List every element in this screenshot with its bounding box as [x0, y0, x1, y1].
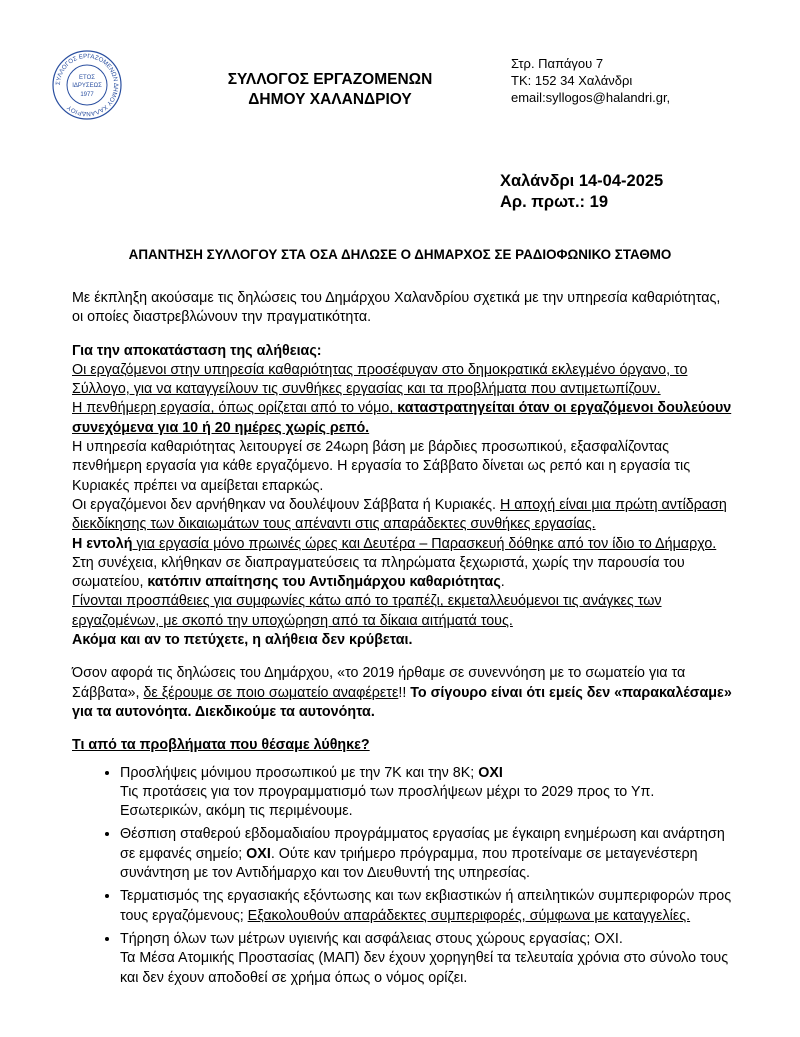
truth-paragraph-4 [72, 496, 732, 535]
list-item: • Θέσπιση σταθερού εβδομαδιαίου προγράμματος εργασίας με έγκαιρη ενημέρωση και ανάρτηση σε εμφανές σημείο; ΟΧΙ. Ούτε καν τριήμερο πρόγραμμα, που προτείναμε σε μεταγενέστερη συνάντηση με τον Αντιδήμαρχο και τον Διευθυντή της υπηρεσίας. [120, 825, 732, 883]
truth-paragraph-2 [72, 399, 732, 438]
seal-line2: ΙΔΡΥΣΕΩΣ [72, 83, 102, 89]
truth-heading: Για την αποκατάσταση της αλήθειας: [72, 342, 322, 359]
truth-paragraph-7: Ακόμα και αν το πετύχετε, η αλήθεια δεν κρύβεται. [72, 632, 413, 649]
document-title: ΑΠΑΝΤΗΣΗ ΣΥΛΛΟΓΟΥ ΣΤΑ ΟΣΑ ΔΗΛΩΣΕ Ο ΔΗΜΑΡΧΟΣ ΣΕ ΡΑΔΙΟΦΩΝΙΚΟ ΣΤΑΘΜΟ [128, 247, 672, 262]
mayor-bold: Το σίγουρο είναι ότι εμείς δεν «παρακαλέσαμε» για τα αυτονόητα. Διεκδικούμε τα αυτονόητα. [72, 684, 732, 720]
mayor-exclaim: !! [398, 684, 411, 701]
address-postcode: ΤΚ: 152 34 Χαλάνδρι [511, 73, 633, 88]
place-date: Χαλάνδρι 14-04-2025 [500, 172, 664, 190]
p5-underlined: για εργασία μόνο πρωινές ώρες και Δευτέρα – Παρασκευή δόθηκε από τον ίδιο το Δήμαρχο. [132, 535, 717, 552]
p2-emphasis: καταστρατηγείται όταν οι εργαζόμενοι δουλεύουν συνεχόμενα για 10 ή 20 ημέρες χωρίς ρεπό. [72, 400, 732, 436]
list-item: • Τερματισμός της εργασιακής εξόντωσης και των εκβιαστικών ή απειλητικών συμπεριφορών προς τους εργαζόμενους; Εξακολουθούν απαράδεκτες συμπεριφορές, σύμφωνα με καταγγελίες. [120, 887, 732, 926]
truth-paragraph-1: Οι εργαζόμενοι στην υπηρεσία καθαριότητας προσέφυγαν στο δημοκρατικά εκλεγμένο όργανο, το Σύλλογο, για να καταγγείλουν τις συνθήκες εργασίας και τα προβλήματα που αντιμετωπίζουν. [72, 361, 688, 398]
organization-name [200, 70, 460, 110]
address-email: email:syllogos@halandri.gr, [511, 90, 671, 105]
p4-text: Οι εργαζόμενοι δεν αρνήθηκαν να δουλέψουν Σάββατα ή Κυριακές. [72, 496, 500, 513]
p5-text: Στη συνέχεια, κλήθηκαν σε διαπραγματεύσεις τα πληρώματα ξεχωριστά, χωρίς την παρουσία του σωματείου, [72, 554, 685, 591]
issues-list [72, 764, 732, 988]
seal-ring-text: ΣΥΛΛΟΓΟΣ ΕΡΓΑΖΟΜΕΝΩΝ ΔΗΜΟΥ ΧΑΛΑΝΔΡΙΟΥ [54, 52, 120, 118]
mayor-underlined: δε ξέρουμε σε ποιο σωματείο αναφέρετε [143, 684, 399, 701]
list-item: • Τήρηση όλων των μέτρων υγιεινής και ασφάλειας στους χώρους εργασίας; ΟΧΙ. Τα Μέσα Ατομικής Προστασίας (ΜΑΠ) δεν έχουν χορηγηθεί τα τελευταία χρόνια στο σύνολο τους και δεν έχουν αποδοθεί σε χρήμα όπως ο νόμος ορίζει. [120, 930, 732, 988]
document-body [72, 289, 732, 992]
list-item: • Προσλήψεις μόνιμου προσωπικού με την 7Κ και την 8Κ; ΟΧΙ Τις προτάσεις για τον προγραμματισμό των προσλήψεων μέχρι το 2029 προς το Υπ. Εσωτερικών, ακόμη τις περιμένουμε. [120, 764, 732, 822]
org-line1: ΣΥΛΛΟΓΟΣ ΕΡΓΑΖΟΜΕΝΩΝ [227, 71, 433, 88]
issues-heading: Τι από τα προβλήματα που θέσαμε λύθηκε? [72, 737, 370, 754]
address-block [511, 55, 670, 106]
truth-paragraph-3: Η υπηρεσία καθαριότητας λειτουργεί σε 24ωρη βάση με βάρδιες προσωπικού, εξασφαλίζοντας πενθήμερη εργασία για κάθε εργαζόμενο. Η εργασία το Σάββατο δίνεται ως ρεπό και η εργασία τις Κυριακές πρέπει να αμείβεται επαρκώς. [72, 439, 691, 494]
truth-paragraph-6: Γίνονται προσπάθειες για συμφωνίες κάτω από το τραπέζι, εκμεταλλευόμενοι τις ανάγκες των εργαζομένων, με σκοπό την υποχώρηση από τα δίκαια αιτήματά τους. [72, 593, 662, 629]
mayor-quote: Όσον αφορά τις δηλώσεις του Δημάρχου, «το 2019 ήρθαμε σε συνεννόηση με το σωματείο για τα Σάββατα», [72, 665, 686, 701]
p5-bold: Η εντολή [72, 535, 133, 552]
protocol-number: Αρ. πρωτ.: 19 [500, 193, 608, 211]
org-line2: ΔΗΜΟΥ ΧΑΛΑΝΔΡΙΟΥ [248, 91, 412, 108]
union-seal-logo [51, 49, 123, 121]
seal-line3: 1977 [80, 92, 94, 98]
address-street: Στρ. Παπάγου 7 [511, 56, 604, 71]
truth-paragraph-5 [72, 535, 732, 593]
date-block [500, 171, 663, 213]
mayor-paragraph [72, 664, 732, 722]
seal-line1: ΕΤΟΣ [79, 75, 95, 81]
intro-paragraph: Με έκπληξη ακούσαμε τις δηλώσεις του Δημάρχου Χαλανδρίου σχετικά με την υπηρεσία καθαριότητας, οι οποίες διαστρεβλώνουν την πραγματικότητα. [72, 290, 721, 326]
p2-text: Η πενθήμερη εργασία, όπως ορίζεται από το νόμο, [72, 400, 398, 417]
p5-period: . [500, 574, 505, 591]
p4-underlined: Η αποχή είναι μια πρώτη αντίδραση διεκδίκησης των δικαιωμάτων τους απέναντι στις απαράδεκτες συνθήκες εργασίας. [72, 496, 727, 533]
p5-bold-end: κατόπιν απαίτησης του Αντιδημάρχου καθαριότητας [147, 574, 501, 591]
